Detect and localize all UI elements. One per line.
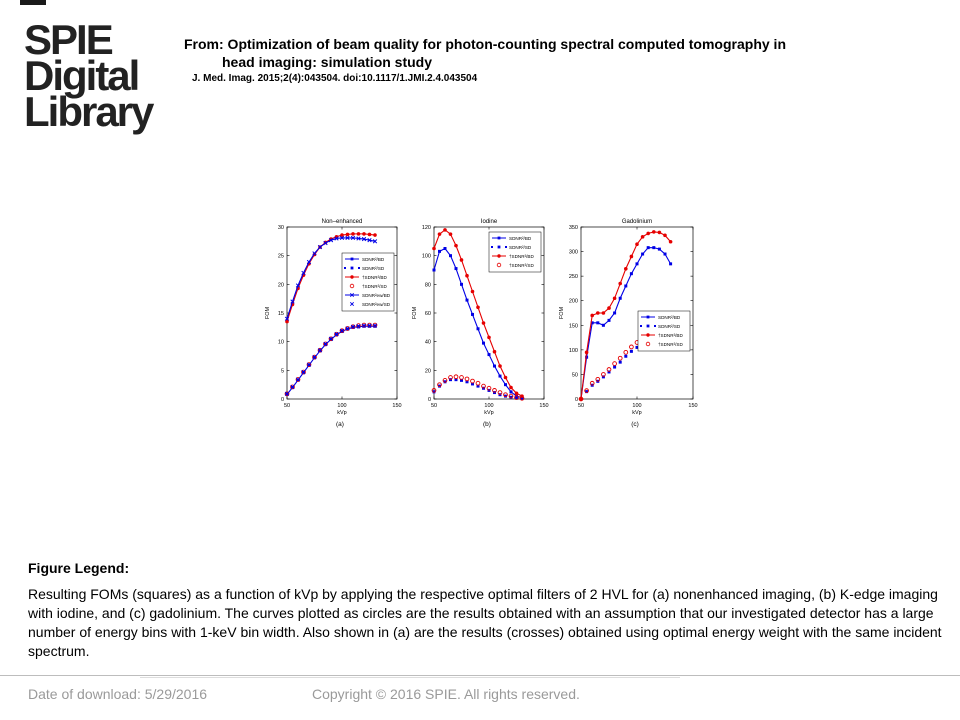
data-point [487, 336, 491, 340]
data-point [482, 321, 486, 325]
chart-panel-1 [265, 219, 402, 428]
legend-marker [646, 333, 649, 336]
chart-legend [489, 232, 541, 272]
legend-label: SDNR²/SD [362, 265, 385, 271]
data-point [351, 232, 355, 236]
data-point [630, 272, 633, 275]
chart-legend [638, 311, 690, 351]
chart-title: Gadolinium [621, 219, 653, 225]
data-point [590, 314, 594, 318]
data-point [669, 262, 672, 265]
download-date: Date of download: 5/29/2016 [28, 686, 208, 702]
y-axis-label: FOM [412, 306, 418, 320]
article-title-line-1: From: Optimization of beam quality for photon-counting spectral computed tomography in [184, 36, 786, 52]
data-point [444, 247, 447, 250]
data-point [652, 246, 655, 249]
legend-label: †SDNR²/BD [658, 332, 683, 338]
chart-panel-2 [412, 219, 549, 428]
panel-caption: (c) [631, 421, 639, 428]
y-tick-label: 10 [277, 339, 284, 346]
logo-line-2: Digital [24, 52, 139, 99]
data-point [357, 232, 361, 236]
article-citation: J. Med. Imag. 2015;2(4):043504. doi:10.1117/1.JMI.2.4.043504 [192, 73, 478, 84]
data-point [619, 361, 622, 364]
y-tick-label: 100 [421, 253, 431, 260]
data-point [432, 247, 436, 251]
fom-figure [255, 205, 705, 440]
y-tick-label: 60 [424, 311, 431, 317]
data-point [504, 383, 507, 386]
data-point [454, 244, 458, 248]
legend-marker [491, 246, 493, 248]
data-point [658, 248, 661, 251]
y-axis-label: FOM [265, 306, 271, 320]
data-point [477, 327, 480, 330]
y-tick-label: 300 [568, 249, 578, 256]
y-tick-label: 100 [568, 347, 578, 354]
data-point [635, 242, 639, 246]
data-point [641, 253, 644, 256]
legend-label: SDNR²/BD [658, 314, 681, 320]
data-point [438, 250, 441, 253]
y-tick-label: 50 [571, 372, 578, 379]
legend-label: SDNR²/SD [658, 323, 681, 329]
data-point [664, 253, 667, 256]
data-point [460, 258, 464, 262]
legend-label: †SDNR²/SD [509, 262, 534, 268]
legend-marker [647, 316, 650, 319]
footer-divider-inner [140, 677, 680, 678]
y-axis-label: FOM [559, 306, 565, 320]
legend-label: †SDNR²/BD [509, 253, 534, 259]
data-point [652, 230, 656, 234]
chart-panel-3 [559, 219, 698, 428]
legend-marker [505, 246, 507, 248]
y-tick-label: 15 [277, 311, 284, 317]
y-tick-label: 350 [568, 225, 578, 231]
chart-title: Iodine [480, 219, 498, 225]
y-tick-label: 40 [424, 339, 431, 346]
x-tick-label: 50 [430, 403, 438, 409]
data-point [498, 364, 502, 368]
data-point [471, 313, 474, 316]
y-tick-label: 20 [277, 282, 284, 289]
y-tick-label: 200 [568, 298, 578, 305]
data-point [449, 232, 453, 236]
legend-marker [497, 254, 500, 257]
x-axis-label: kVp [632, 410, 642, 416]
data-point [641, 235, 645, 239]
data-point [488, 353, 491, 356]
x-tick-label: 150 [539, 403, 549, 409]
x-tick-label: 50 [283, 403, 291, 409]
legend-label: †SDNR²/SD [658, 341, 683, 347]
data-point [499, 375, 502, 378]
article-header [184, 36, 944, 84]
data-point [596, 311, 600, 315]
data-point [636, 262, 639, 265]
legend-marker [654, 325, 656, 327]
legend-label: †SDNR²/SD [362, 283, 387, 289]
x-axis-label: kVp [337, 410, 347, 416]
x-tick-label: 150 [392, 403, 402, 409]
data-point [613, 366, 616, 369]
data-point [646, 232, 650, 236]
logo-line-3: Library [24, 88, 153, 135]
y-tick-label: 0 [427, 397, 431, 403]
x-axis-label: kVp [484, 410, 494, 416]
footer-divider [0, 675, 960, 676]
y-tick-label: 20 [424, 368, 431, 375]
legend-marker [647, 325, 650, 328]
data-point [647, 246, 650, 249]
data-point [510, 390, 513, 393]
legend-marker [344, 267, 346, 269]
data-point [460, 283, 463, 286]
data-point [602, 311, 606, 315]
data-point [476, 305, 480, 309]
data-point [362, 232, 366, 236]
figure-legend-heading: Figure Legend: [28, 560, 130, 576]
y-tick-label: 0 [574, 397, 578, 403]
data-point [482, 342, 485, 345]
y-tick-label: 25 [277, 253, 284, 260]
spie-digital-library-logo[interactable] [24, 16, 153, 135]
legend-label: SDNR²ew/BD [362, 292, 391, 298]
data-point [493, 350, 497, 354]
chart-legend [342, 253, 394, 311]
legend-marker [350, 275, 353, 278]
y-tick-label: 30 [277, 225, 284, 231]
x-tick-label: 100 [632, 403, 642, 409]
copyright-notice: Copyright © 2016 SPIE. All rights reserved. [312, 686, 580, 702]
data-point [618, 282, 622, 286]
data-point [624, 267, 628, 271]
legend-marker [640, 325, 642, 327]
panel-caption: (b) [483, 421, 491, 428]
data-point [443, 228, 447, 232]
data-point [669, 240, 673, 244]
y-tick-label: 150 [568, 323, 578, 330]
x-tick-label: 100 [337, 403, 347, 409]
data-point [466, 299, 469, 302]
x-tick-label: 150 [688, 403, 698, 409]
legend-label: †SDNR²/BD [362, 274, 387, 280]
data-point [438, 232, 442, 236]
data-point [624, 284, 627, 287]
data-point [346, 233, 350, 237]
data-point [433, 269, 436, 272]
top-tab-marker [20, 0, 46, 5]
data-point [658, 231, 662, 235]
data-point [619, 297, 622, 300]
legend-marker [351, 267, 354, 270]
legend-marker [358, 267, 360, 269]
data-point [373, 233, 377, 237]
data-point [624, 355, 627, 358]
y-tick-label: 120 [421, 225, 431, 231]
data-point [515, 391, 519, 395]
data-point [493, 365, 496, 368]
data-point [613, 312, 616, 315]
data-point [449, 254, 452, 257]
data-point [585, 351, 589, 355]
data-point [607, 306, 611, 310]
data-point [613, 296, 617, 300]
data-point [630, 350, 633, 353]
data-point [509, 386, 513, 390]
data-point [471, 290, 475, 294]
legend-marker [498, 237, 501, 240]
x-tick-label: 100 [484, 403, 494, 409]
data-point [663, 234, 667, 238]
legend-marker [498, 246, 501, 249]
legend-label: SDNR²/BD [509, 235, 532, 241]
y-tick-label: 250 [568, 274, 578, 281]
y-tick-label: 0 [280, 397, 284, 403]
data-point [596, 321, 599, 324]
legend-marker [351, 258, 354, 261]
data-point [630, 255, 634, 259]
data-point [608, 319, 611, 322]
data-point [602, 324, 605, 327]
y-tick-label: 80 [424, 282, 431, 289]
data-point [465, 274, 469, 278]
logo-line-1: SPIE [24, 16, 112, 63]
panel-caption: (a) [336, 421, 344, 428]
chart-title: Non–enhanced [321, 219, 363, 225]
x-tick-label: 50 [577, 403, 585, 409]
legend-label: SDNR²/SD [509, 244, 532, 250]
data-point [368, 233, 372, 237]
legend-label: SDNR²/BD [362, 256, 385, 262]
legend-label: SDNR²ew/SD [362, 301, 391, 307]
data-point [504, 376, 508, 380]
article-title-line-2: head imaging: simulation study [222, 54, 433, 70]
figure-legend-text: Resulting FOMs (squares) as a function of kVp by applying the respective optimal filters of 2 HVL for (a) nonenhanced imaging, (b) K-edge imaging with iodine, and (c) gadolinium. The curves plotted as circles are the results obtained with an assumption that our investigated detector has a large number of energy bins with 1-keV bin width. Also shown in (a) are the results (crosses) obtained using optimal energy weight with the same incident spectrum. [28, 586, 942, 659]
y-tick-label: 5 [280, 368, 284, 375]
data-point [455, 267, 458, 270]
